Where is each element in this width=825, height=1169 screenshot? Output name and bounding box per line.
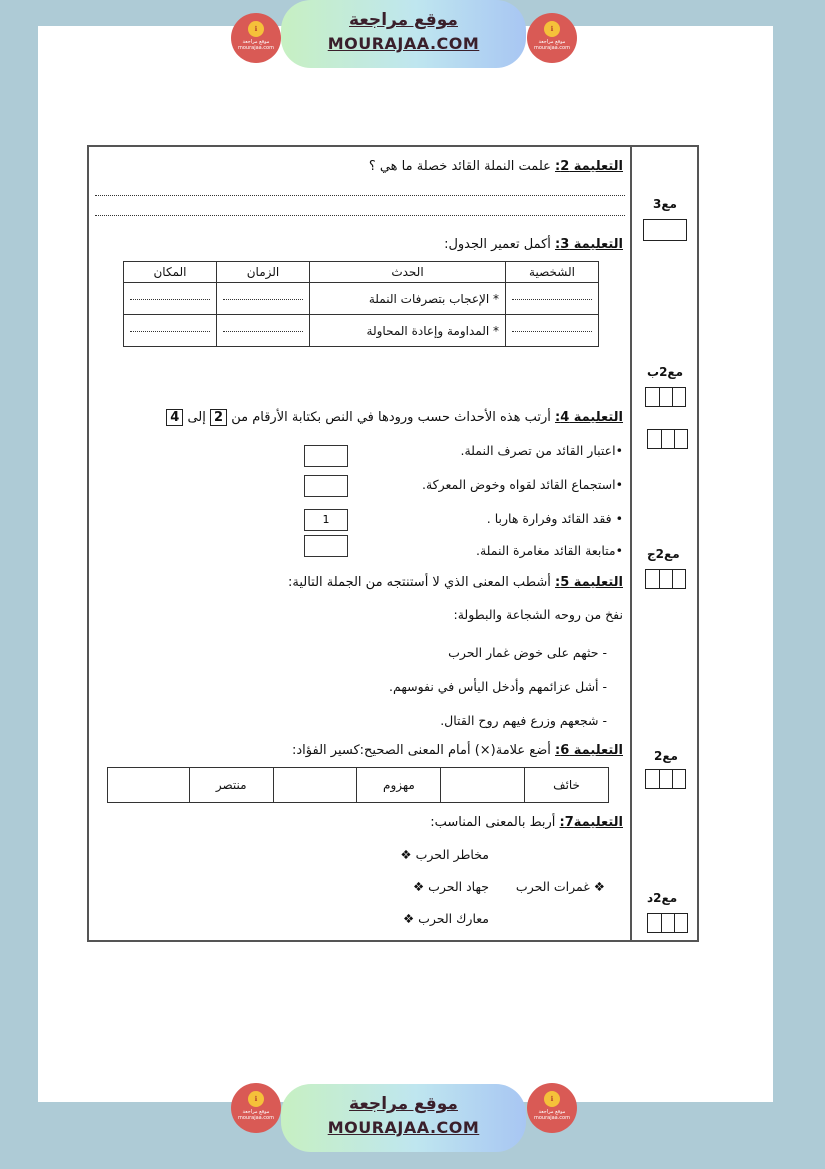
col-character: الشخصية — [506, 262, 599, 283]
table-header-row — [124, 262, 599, 283]
order-item: •متابعة القائد مغامرة النملة. — [475, 543, 623, 558]
logo-left-top: ℹ موقع مراجعة mourajaa.com — [231, 13, 281, 63]
site-banner-bottom[interactable] — [281, 1084, 526, 1152]
score-label: مع3 — [653, 197, 677, 211]
meaning-choice-table — [107, 767, 609, 803]
events-table — [123, 261, 599, 347]
cell-blank[interactable] — [217, 283, 310, 315]
site-name-en: MOURAJAA.COM — [327, 1118, 480, 1137]
cell-blank[interactable] — [217, 315, 310, 347]
question-7: التعليمة7: أربط بالمعنى المناسب: — [430, 815, 623, 830]
choice-word: مهزوم — [357, 768, 441, 803]
site-name-en: MOURAJAA.COM — [327, 34, 480, 53]
question-5: التعليمة 5: أشطب المعنى الذي لا أستنتجه من الجملة التالية: — [287, 575, 623, 590]
logo-mark-icon: ℹ — [544, 1091, 560, 1107]
rank-box[interactable] — [304, 535, 348, 557]
question-4: التعليمة 4: أرتب هذه الأحداث حسب ورودها في النص بكتابة الأرقام من 2 إلى 4 — [166, 409, 623, 426]
logo-mark-icon: ℹ — [544, 21, 560, 37]
choice-mark-box[interactable] — [108, 768, 190, 803]
match-option[interactable]: جهاد الحرب ❖ — [412, 879, 489, 894]
score-box[interactable] — [643, 219, 687, 241]
rank-box[interactable] — [304, 475, 348, 497]
score-label: مع2ج — [647, 547, 680, 561]
choice-word: منتصر — [189, 768, 273, 803]
score-label: مع2ب — [647, 365, 684, 379]
choice-mark-box[interactable] — [441, 768, 525, 803]
rank-box[interactable]: 1 — [304, 509, 348, 531]
logo-left-bottom: ℹ موقع مراجعة mourajaa.com — [231, 1083, 281, 1133]
cell-event: * المداومة وإعادة المحاولة — [310, 315, 506, 347]
range-to: 4 — [166, 409, 183, 426]
match-option[interactable]: مخاطر الحرب ❖ — [400, 847, 489, 862]
choice-word: خائف — [525, 768, 609, 803]
answer-line[interactable] — [95, 195, 625, 196]
table-row — [124, 315, 599, 347]
logo-right-bottom: ℹ موقع مراجعة mourajaa.com — [527, 1083, 577, 1133]
table-row — [124, 283, 599, 315]
site-banner-top[interactable] — [281, 0, 526, 68]
logo-mark-icon: ℹ — [248, 1091, 264, 1107]
score-boxes[interactable] — [647, 429, 688, 449]
rank-box[interactable] — [304, 445, 348, 467]
score-boxes[interactable] — [645, 569, 686, 589]
score-boxes[interactable] — [645, 387, 686, 407]
range-from: 2 — [210, 409, 227, 426]
choice-mark-box[interactable] — [273, 768, 357, 803]
order-item: •اعتبار القائد من تصرف النملة. — [460, 443, 623, 458]
score-label: مع2د — [647, 891, 678, 905]
site-name-ar: موقع مراجعة — [349, 1094, 458, 1114]
cell-blank[interactable] — [124, 283, 217, 315]
col-event: الحدث — [310, 262, 506, 283]
col-place: المكان — [124, 262, 217, 283]
score-boxes[interactable] — [647, 913, 688, 933]
logo-mark-icon: ℹ — [248, 21, 264, 37]
score-boxes[interactable] — [645, 769, 686, 789]
order-item: • فقد القائد وفرارة هاربا . — [486, 511, 623, 526]
col-time: الزمان — [217, 262, 310, 283]
cell-blank[interactable] — [506, 315, 599, 347]
cell-blank[interactable] — [506, 283, 599, 315]
meaning-option[interactable]: - حثهم على خوض غمار الحرب — [448, 645, 607, 660]
cell-blank[interactable] — [124, 315, 217, 347]
question-6: التعليمة 6: أضع علامة(×) أمام المعنى الصحيح:كسير الفؤاد: — [292, 743, 623, 758]
question-3: التعليمة 3: أكمل تعمير الجدول: — [444, 237, 623, 252]
logo-right-top: ℹ موقع مراجعة mourajaa.com — [527, 13, 577, 63]
match-option[interactable]: معارك الحرب ❖ — [402, 911, 489, 926]
question-2: التعليمة 2: علمت النملة القائد خصلة ما هي ؟ — [368, 159, 623, 174]
cell-event: * الإعجاب بتصرفات النملة — [310, 283, 506, 315]
table-row — [108, 768, 609, 803]
meaning-option[interactable]: - أشل عزائمهم وأدخل اليأس في نفوسهم. — [389, 679, 607, 694]
worksheet — [87, 145, 699, 942]
source-sentence: نفخ من روحه الشجاعة والبطولة: — [453, 607, 623, 622]
site-name-ar: موقع مراجعة — [349, 10, 458, 30]
order-item: •استجماع القائد لقواه وخوض المعركة. — [421, 477, 623, 492]
answer-line[interactable] — [95, 215, 625, 216]
margin-divider — [630, 147, 632, 940]
score-label: مع2 — [654, 749, 678, 763]
meaning-option[interactable]: - شجعهم وزرع فيهم روح القتال. — [440, 713, 607, 728]
match-target[interactable]: ❖ غمرات الحرب — [515, 879, 605, 894]
